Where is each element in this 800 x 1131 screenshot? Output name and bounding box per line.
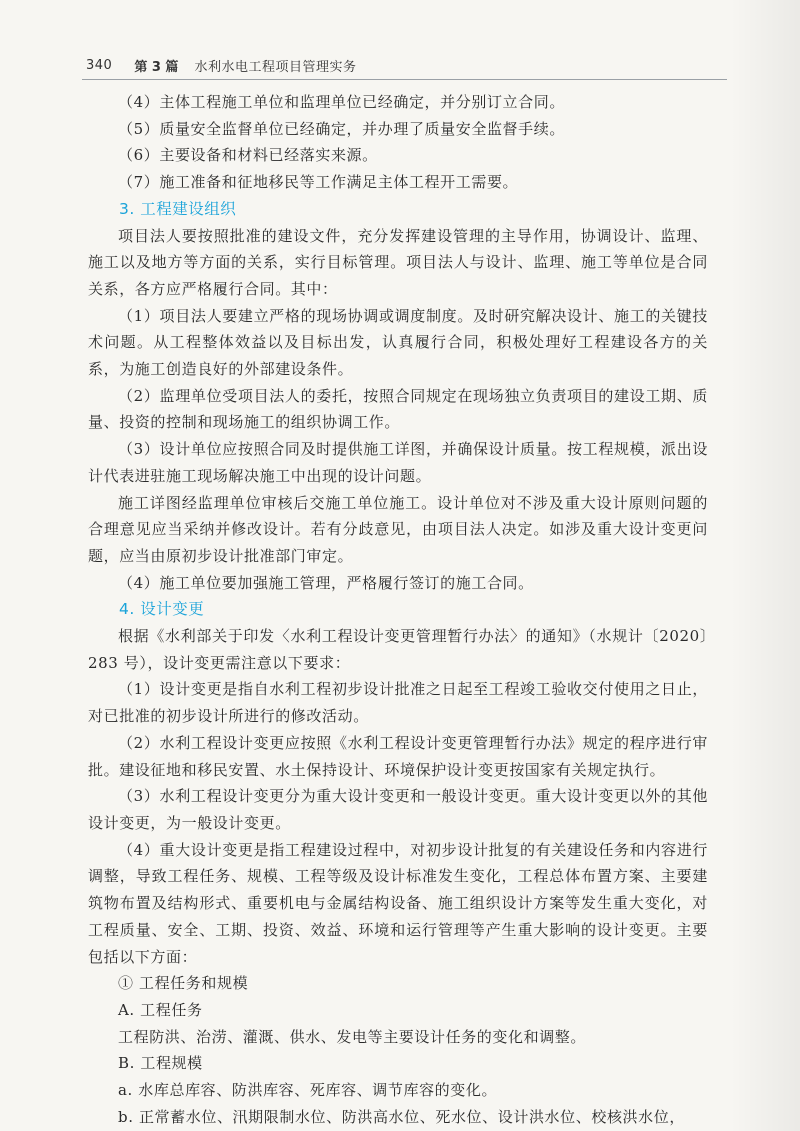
running-header [82,52,722,78]
section-heading: 4. 设计变更 [119,600,205,619]
paragraph: （6）主要设备和材料已经落实来源。 [118,146,378,165]
paragraph: （1）设计变更是指自水利工程初步设计批准之日起至工程竣工验收交付使用之日止，对已批准的初步设计所进行的修改活动。 [88,680,708,726]
paragraph: 施工详图经监理单位审核后交施工单位施工。设计单位对不涉及重大设计原则问题的合理意见应当采纳并修改设计。若有分歧意见，由项目法人决定。如涉及重大设计变更问题，应当由原初步设计批准部门审定。 [88,493,708,565]
paragraph: （7）施工准备和征地移民等工作满足主体工程开工需要。 [118,173,519,192]
body-text [88,89,708,1130]
paragraph: （5）质量安全监督单位已经确定，并办理了质量安全监督手续。 [118,119,565,138]
paragraph: 项目法人要按照批准的建设文件，充分发挥建设管理的主导作用，协调设计、监理、施工以及地方等方面的关系，实行目标管理。项目法人与设计、监理、施工等单位是合同关系，各方应严格履行合同。其中： [88,226,708,298]
paragraph: （3）水利工程设计变更分为重大设计变更和一般设计变更。重大设计变更以外的其他设计变更，为一般设计变更。 [88,787,708,832]
paragraph: （3）设计单位应按照合同及时提供施工详图，并确保设计质量。按工程规模，派出设计代表进驻施工现场解决施工中出现的设计问题。 [88,440,708,485]
paragraph: （2）监理单位受项目法人的委托，按照合同规定在现场独立负责项目的建设工期、质量、投资的控制和现场施工的组织协调工作。 [88,386,708,432]
paragraph: （2）水利工程设计变更应按照《水利工程设计变更管理暂行办法》规定的程序进行审批。建设征地和移民安置、水土保持设计、环境保护设计变更按国家有关规定执行。 [88,733,708,779]
paragraph: （4）施工单位要加强施工管理，严格履行签订的施工合同。 [118,573,534,592]
paragraph: ① 工程任务和规模 [118,974,249,993]
page-number: 340 [86,57,113,73]
paragraph: （4）主体工程施工单位和监理单位已经确定，并分别订立合同。 [118,93,565,111]
part-label: 第 3 篇 [134,59,179,75]
section-heading: 3. 工程建设组织 [119,199,237,218]
paragraph: 根据《水利部关于印发〈水利工程设计变更管理暂行办法〉的通知》（水规计〔2020〕283 号），设计变更需注意以下要求： [88,627,708,672]
book-title: 水利水电工程项目管理实务 [194,59,357,75]
page-edge-shadow [730,0,800,1131]
paragraph: A. 工程任务 [118,1000,203,1019]
header-divider [82,79,727,80]
paragraph: b. 正常蓄水位、汛期限制水位、防洪高水位、死水位、设计洪水位、校核洪水位， [118,1107,685,1126]
paragraph: a. 水库总库容、防洪库容、死库容、调节库容的变化。 [118,1081,498,1100]
paragraph: （1）项目法人要建立严格的现场协调或调度制度。及时研究解决设计、施工的关键技术问题。从工程整体效益以及目标出发，认真履行合同，积极处理好工程建设各方的关系，为施工创造良好的外部建设条件。 [88,306,708,379]
paragraph: 工程防洪、治涝、灌溉、供水、发电等主要设计任务的变化和调整。 [118,1027,587,1046]
paragraph: B. 工程规模 [118,1054,203,1073]
paragraph: （4）重大设计变更是指工程建设过程中，对初步设计批复的有关建设任务和内容进行调整，导致工程任务、规模、工程等级及设计标准发生变化，工程总体布置方案、主要建筑物布置及结构形式、重要机电与金属结构设备、施工组织设计方案等发生重大变化，对工程质量、安全、工期、投资、效益、环境和运行管理等产生重大影响的设计变更。主要包括以下方面： [88,840,708,966]
